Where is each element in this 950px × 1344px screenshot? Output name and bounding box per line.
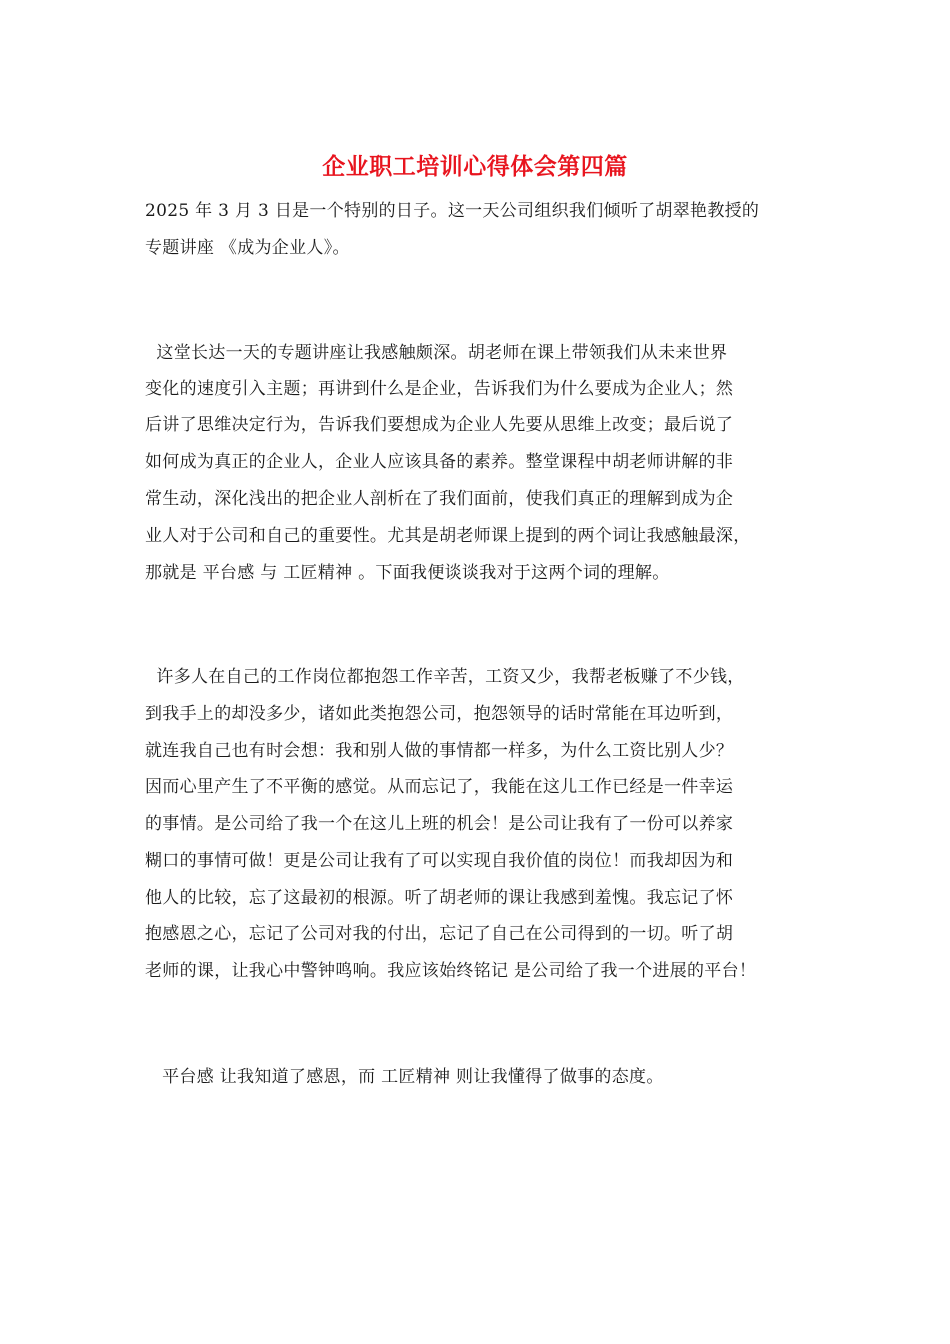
paragraph-3-line-1: 许多人在自己的工作岗位都抱怨工作辛苦，工资又少，我帮老板赚了不少钱， — [145, 667, 745, 687]
paragraph-2-line-6: 业人对于公司和自己的重要性。尤其是胡老师课上提到的两个词让我感触最深， — [145, 526, 751, 546]
paragraph-3-line-9: 老师的课，让我心中警钟鸣响。我应该始终铭记 是公司给了我一个进展的平台！ — [145, 961, 757, 981]
paragraph-2-line-3: 后讲了思维决定行为，告诉我们要想成为企业人先要从思维上改变；最后说了 — [145, 415, 734, 435]
paragraph-3-line-4: 因而心里产生了不平衡的感觉。从而忘记了，我能在这儿工作已经是一件幸运 — [145, 777, 734, 797]
paragraph-1-line-1: 2025 年 3 月 3 日是一个特别的日子。这一天公司组织我们倾听了胡翠艳教授的 — [145, 201, 760, 221]
paragraph-3-line-6: 糊口的事情可做！更是公司让我有了可以实现自我价值的岗位！而我却因为和 — [145, 851, 734, 871]
paragraph-3-line-3: 就连我自己也有时会想：我和别人做的事情都一样多，为什么工资比别人少？ — [145, 741, 734, 761]
paragraph-3-line-5: 的事情。是公司给了我一个在这儿上班的机会！是公司让我有了一份可以养家 — [145, 814, 734, 834]
paragraph-2-line-2: 变化的速度引入主题；再讲到什么是企业，告诉我们为什么要成为企业人；然 — [145, 379, 734, 399]
paragraph-1-line-2: 专题讲座 《成为企业人》。 — [145, 238, 350, 258]
paragraph-2-line-7: 那就是 平台感 与 工匠精神 。下面我便谈谈我对于这两个词的理解。 — [145, 563, 670, 583]
paragraph-2-line-4: 如何成为真正的企业人，企业人应该具备的素养。整堂课程中胡老师讲解的非 — [145, 452, 734, 472]
paragraph-2-line-1: 这堂长达一天的专题讲座让我感触颇深。胡老师在课上带领我们从未来世界 — [145, 343, 728, 363]
paragraph-3-line-8: 抱感恩之心，忘记了公司对我的付出，忘记了自己在公司得到的一切。听了胡 — [145, 924, 734, 944]
paragraph-4-line-1: 平台感 让我知道了感恩，而 工匠精神 则让我懂得了做事的态度。 — [145, 1067, 664, 1087]
paragraph-3-line-7: 他人的比较，忘了这最初的根源。听了胡老师的课让我感到羞愧。我忘记了怀 — [145, 888, 734, 908]
document-title: 企业职工培训心得体会第四篇 — [322, 153, 628, 180]
paragraph-3-line-2: 到我手上的却没多少，诸如此类抱怨公司，抱怨领导的话时常能在耳边听到， — [145, 704, 734, 724]
paragraph-2-line-5: 常生动，深化浅出的把企业人剖析在了我们面前，使我们真正的理解到成为企 — [145, 489, 734, 509]
